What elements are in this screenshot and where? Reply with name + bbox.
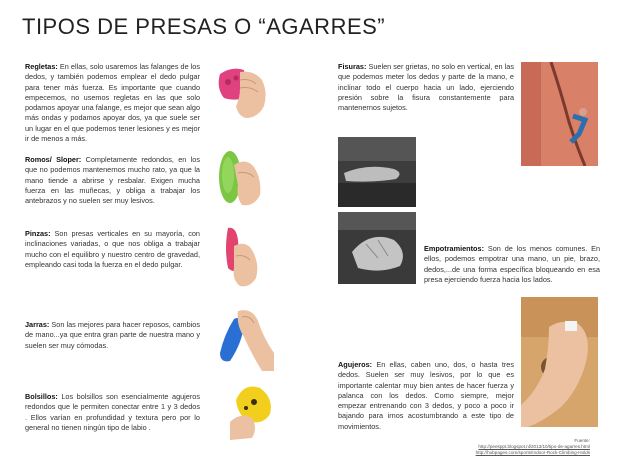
regletas-block [25, 62, 200, 144]
pinzas-hold-image [212, 220, 270, 292]
fisuras-hand-photo-1 [338, 137, 416, 207]
fisuras-heading: Fisuras: [338, 62, 367, 71]
bolsillos-hold-image [222, 378, 278, 442]
empotramientos-block [424, 244, 600, 285]
agujeros-photo [521, 297, 598, 427]
pinzas-heading: Pinzas: [25, 229, 51, 238]
source-credits [476, 438, 590, 456]
jarras-hold-image [212, 303, 276, 371]
regletas-heading: Regletas: [25, 62, 58, 71]
romos-heading: Romos/ Sloper: [25, 155, 82, 164]
empotramientos-heading: Empotramientos: [424, 244, 485, 253]
bolsillos-block [25, 392, 200, 433]
source-label: Fuente: [574, 438, 590, 443]
agujeros-block [338, 360, 514, 432]
source-link-1[interactable]: http://peesppt.blogspot.nl/2013/10/tipo-de-agarres.html [478, 444, 590, 449]
agujeros-text: En ellas, caben uno, dos, o hasta tres dedos. Suelen ser muy lesivos, por lo que es importante calentar muy bien antes de hacer fuerza y palanca con los dedos. Como siempre, mejor empezar entrenando con 3 dedos, y poco a poco ir bajando para irnos acostumbrando a este tipo de movimientos. [338, 360, 514, 431]
bolsillos-heading: Bolsillos: [25, 392, 58, 401]
regletas-hold-image [210, 62, 272, 126]
jarras-heading: Jarras: [25, 320, 50, 329]
jarras-block [25, 320, 200, 351]
regletas-text: En ellas, solo usaremos las falanges de los dedos, y también podemos emplear el dedo pulgar para tener más fuerza. Es importante que cuando empecemos, no usemos regletas en las que solo podamos apoyar una falange, es mejor que sean algo más ondas y podamos apoyar dos, ya que suele ser un lugar en el que podemos tener lesiones y es mejor ir de menos a más. [25, 62, 201, 144]
jarras-text: Son las mejores para hacer reposos, cambios de mano...ya que entra gran parte de nuestra mano y suelen ser muy cómodas. [25, 320, 200, 350]
romos-text: Completamente redondos, en los que no podemos mantenernos mucho rato, ya que la mano tiende a abrirse y resbalar. Exigen mucha fuerza en las muñecas, y obliga a trabajar los antebrazos y no suelen ser muy lesivos. [25, 155, 200, 206]
fisuras-crack-photo [521, 62, 598, 166]
bolsillos-text: Los bolsillos son esencialmente agujeros redondos que le permiten conectar entre 1 y 3 dedos . Ellos varían en profundidad y textura pero por lo general no tienen ningún tipo de labio . [25, 392, 200, 432]
fisuras-hand-photo-2 [338, 212, 416, 284]
agujeros-heading: Agujeros: [338, 360, 373, 369]
romos-block [25, 155, 200, 206]
page-title: TIPOS DE PRESAS O “AGARRES” [22, 14, 386, 39]
romos-hold-image [210, 145, 272, 211]
fisuras-block [338, 62, 514, 113]
source-link-2[interactable]: http://hubpages.com/sports/Indoor-Rock-Climbing-Holds [475, 450, 590, 455]
fisuras-text: Suelen ser grietas, no solo en vertical, en las que podemos meter los dedos y parte de la mano, e inclinar todo el cuerpo hacia un lado, ejerciendo presión sobre la fisura constantemente para mantenernos sujetos. [338, 62, 514, 113]
pinzas-text: Son presas verticales en su mayoría, con inclinaciones variadas, o que nos obliga a trabajar mucho con el equilibro y nuestro centro de gravedad, empleando casi toda la fuerza en el dedo pulgar. [25, 229, 200, 269]
pinzas-block [25, 229, 200, 270]
empotramientos-text: Son de los menos comunes. En ellos, podemos empotrar una mano, un pie, brazo, dedos,...de una forma específica bloqueando en esa presa ejerciendo fuerza hacia los lados. [424, 244, 601, 284]
